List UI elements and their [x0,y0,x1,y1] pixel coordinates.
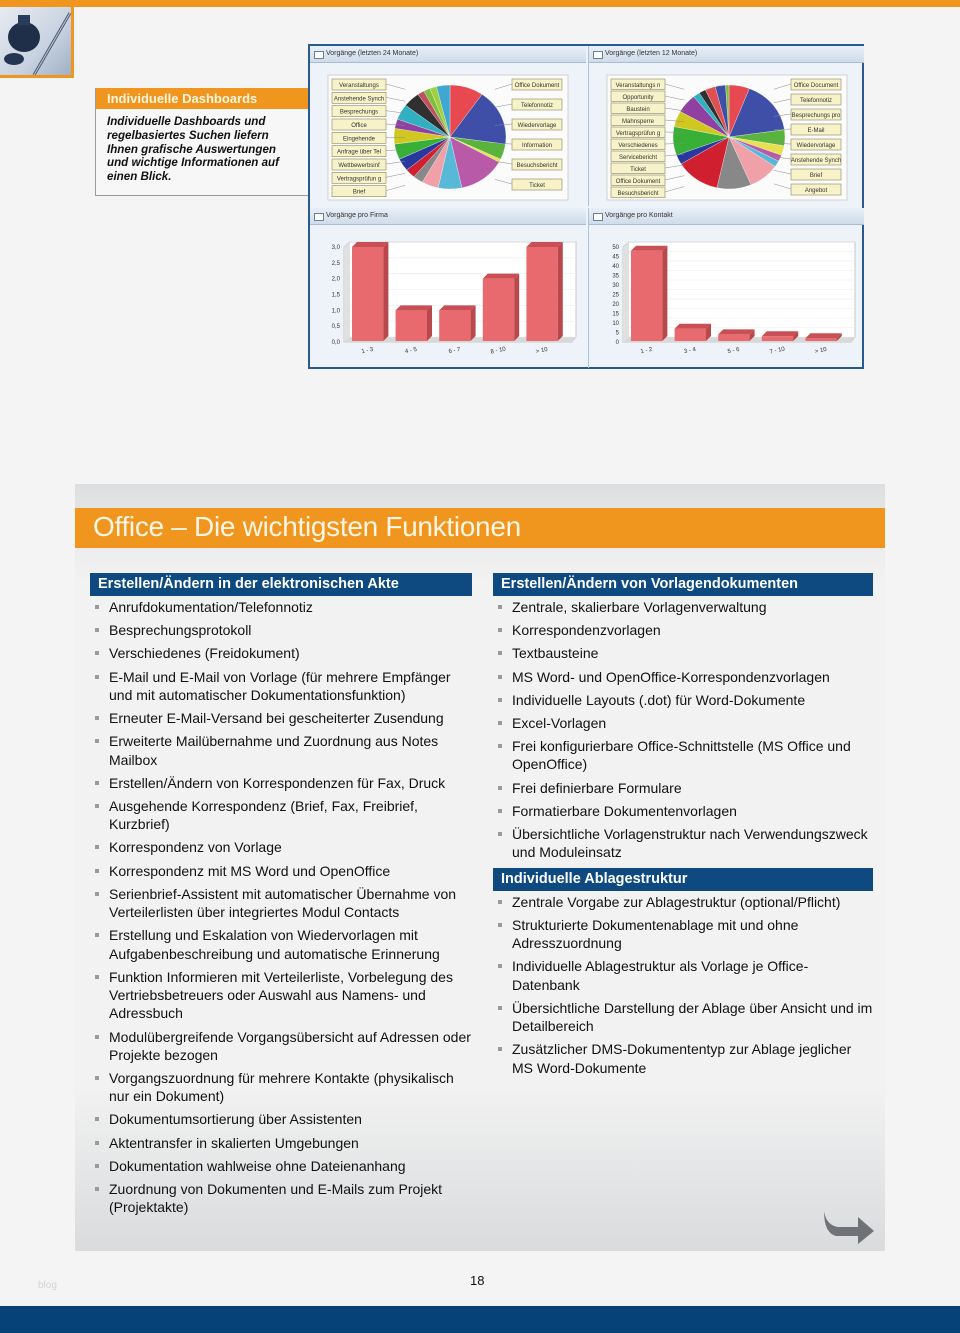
feature-item: Ausgehende Korrespondenz (Brief, Fax, Freibrief, Kurzbrief) [90,797,472,834]
feature-item: Besprechungsprotokoll [90,621,472,639]
y-tick-label: 50 [612,245,619,251]
pie-label: Anstehende Synch [333,96,385,103]
pie-label: Brief [352,189,366,196]
feature-item: Modulübergreifende Vorgangsübersicht auf Adressen oder Projekte bezogen [90,1028,472,1065]
feature-item: Dokumentation wahlweise ohne Dateienanhang [90,1157,472,1175]
pie-label: Vertragsprüfun g [336,176,382,183]
feature-item: Frei definierbare Formulare [493,779,873,797]
pie-label: Wiedervorlage [517,123,557,129]
bar-top [718,329,754,334]
y-tick-label: 1,5 [331,292,340,299]
feature-item: Excel-Vorlagen [493,714,873,732]
pie-label: Office [351,123,367,129]
pie-label: Veranstaltungs n [615,83,661,89]
y-tick-label: 20 [612,302,619,308]
pie-label: Ticket [529,183,545,189]
pie-label: Office Dokument [615,179,661,185]
x-tick-label: 4 - 5 [404,346,418,356]
right-bottom-heading: Individuelle Ablagestruktur [493,868,873,891]
bar-chart-per-company [310,225,586,368]
left-feature-list [90,598,472,1217]
pie-label: Vertragsprüfun g [615,131,661,137]
bar-top [805,333,841,338]
feature-item: Zuordnung von Dokumenten und E-Mails zum Projekt (Projektakte) [90,1180,472,1217]
bar-top [526,242,562,247]
feature-item: Individuelle Ablagestruktur als Vorlage je Office-Datenbank [493,957,873,994]
pie-label: Angebot [804,188,828,194]
feature-item: Korrespondenzvorlagen [493,621,873,639]
feature-item: Verschiedenes (Freidokument) [90,644,472,662]
pie-label: Mahnsperre [621,119,655,125]
feature-item: Erstellung und Eskalation von Wiedervorlagen mit Aufgabenbeschreibung und automatische Erinnerung [90,926,472,963]
panel-title: Vorgänge pro Kontakt [589,208,864,225]
bar-side [558,242,563,341]
bar-top [762,331,798,336]
bar-top [631,246,667,251]
x-tick-label: 3 - 4 [683,346,697,356]
pie-panel-24 [310,46,586,206]
pie-label: Servicebericht [618,155,658,161]
pie-label: Office Document [793,83,839,89]
feature-item: Formatierbare Dokumentenvorlagen [493,802,873,820]
dashboard-callout-text: Individuelle Dashboards und regelbasiertes Suchen liefern Ihnen grafische Auswertungen und wichtige Informationen auf einen Blick. [107,115,279,184]
pie-chart-12-months [589,63,865,206]
pie-label: Baustein [626,107,650,113]
pie-label: Wiedervorlage [796,143,836,149]
bar [483,279,514,341]
bar [352,247,383,341]
pie-label: Besuchsbericht [516,163,558,169]
bar-side [514,274,519,341]
left-heading: Erstellen/Ändern in der elektronischen Akte [90,573,472,596]
pie-label: Ticket [630,167,646,173]
bar-top [483,274,519,279]
y-tick-label: 30 [612,283,619,289]
feature-item: Zusätzlicher DMS-Dokumententyp zur Ablage jeglicher MS Word-Dokumente [493,1040,873,1077]
y-tick-label: 25 [612,292,619,299]
y-tick-label: 15 [612,311,619,318]
pie-label: Information [521,143,553,149]
x-tick-label: 8 - 10 [490,346,507,356]
bottom-bar [0,1306,960,1333]
x-tick-label: > 10 [535,346,549,356]
bar [675,329,706,341]
feature-item: Übersichtliche Darstellung der Ablage über Ansicht und im Detailbereich [493,999,873,1036]
feature-item: Erweiterte Mailübernahme und Zuordnung aus Notes Mailbox [90,732,472,769]
feature-item: MS Word- und OpenOffice-Korrespondenzvorlagen [493,668,873,686]
y-tick-label: 10 [612,321,619,327]
bar [396,310,427,341]
y-tick-label: 45 [612,254,619,261]
pie-label: Anstehende Synch [790,158,842,164]
bar [718,334,749,341]
y-tick-label: 3,0 [331,245,340,251]
x-tick-label: 5 - 6 [727,346,741,356]
feature-item: Erstellen/Ändern von Korrespondenzen für Fax, Druck [90,774,472,792]
feature-item: Dokumentumsortierung über Assistenten [90,1110,472,1128]
bar [631,251,662,341]
section-title: Office – Die wichtigsten Funktionen [75,508,885,548]
feature-item: Serienbrief-Assistent mit automatischer Übernahme von Verteilerlisten über integriertes Modul Contacts [90,885,472,922]
pie-panel-12 [588,46,864,206]
y-tick-label: 0 [615,340,619,346]
dashboard-callout-title: Individuelle Dashboards [96,88,310,109]
plot-wall [623,242,629,342]
right-column [493,573,873,1082]
bar-side [662,246,667,341]
bar-top [439,305,475,310]
feature-item: Funktion Informieren mit Verteilerliste, Vorbelegung des Vertriebsbetreuers oder Auswahl aus Namens- und Adressbuch [90,968,472,1023]
pie-label: Besuchsbericht [617,191,659,197]
feature-item: Aktentransfer in skalierten Umgebungen [90,1134,472,1152]
feature-item: Übersichtliche Vorlagenstruktur nach Verwendungszweck und Moduleinsatz [493,825,873,862]
y-tick-label: 5 [615,330,619,337]
y-tick-label: 2,0 [331,276,340,283]
pie-label: Besprechungs [339,109,379,116]
x-tick-label: 6 - 7 [448,346,462,356]
y-tick-label: 2,5 [331,260,340,267]
feature-item: Individuelle Layouts (.dot) für Word-Dokumente [493,691,873,709]
bar [805,338,836,341]
ink-pen-photo [0,7,74,78]
bar-panel-firma [310,208,586,368]
pie-label: Verschiedenes [618,143,658,149]
template-feature-list [493,598,873,862]
watermark: blog [38,1280,57,1291]
y-tick-label: 1,0 [331,308,340,315]
functions-section [75,484,885,1251]
x-tick-label: 1 - 2 [639,346,653,356]
feature-item: Textbausteine [493,644,873,662]
pie-label: Office Dokument [514,83,560,89]
feature-item: Zentrale, skalierbare Vorlagenverwaltung [493,598,873,616]
pie-label: Veranstaltungs [339,83,379,89]
bar [526,247,557,341]
top-accent-bar [0,0,960,7]
y-tick-label: 35 [612,273,619,280]
bar-top [352,242,388,247]
bar-panel-kontakt [588,208,864,368]
page-number: 18 [470,1273,485,1288]
feature-item: Korrespondenz mit MS Word und OpenOffice [90,862,472,880]
pie-label: Telefonnotiz [799,98,833,104]
pie-label: Telefonnotiz [520,103,554,109]
pie-label: Anfrage über Tel [337,149,381,156]
pie-label: E-Mail [807,128,825,134]
panel-title: Vorgänge (letzten 12 Monate) [589,46,864,63]
bar-side [427,305,432,341]
filing-feature-list [493,893,873,1077]
pie-chart-24-months [310,63,586,206]
bar-side [383,242,388,341]
feature-item: Korrespondenz von Vorlage [90,838,472,856]
pie-label: Wettbewerbsinf [338,163,380,169]
next-page-arrow-icon[interactable] [822,1209,876,1245]
dashboard-callout [95,88,311,196]
bar-top [396,305,432,310]
pie-label: Brief [809,173,823,179]
bar [762,336,793,341]
feature-item: Vorgangszuordnung für mehrere Kontakte (physikalisch nur ein Dokument) [90,1069,472,1106]
pie-label: Eingehende [342,136,376,143]
y-tick-label: 0,5 [331,324,340,331]
feature-item: Anrufdokumentation/Telefonnotiz [90,598,472,616]
feature-item: Frei konfigurierbare Office-Schnittstelle (MS Office und OpenOffice) [493,737,873,774]
feature-item: Erneuter E-Mail-Versand bei gescheiterter Zusendung [90,709,472,727]
bar-side [471,305,476,341]
feature-item: Strukturierte Dokumentenablage mit und ohne Adresszuordnung [493,916,873,953]
panel-title: Vorgänge pro Firma [310,208,586,225]
feature-item: Zentrale Vorgabe zur Ablagestruktur (optional/Pflicht) [493,893,873,911]
x-tick-label: 1 - 3 [360,346,374,356]
bar-top [675,324,711,329]
left-column [90,573,472,1222]
plot-wall [344,242,350,342]
panel-title: Vorgänge (letzten 24 Monate) [310,46,586,63]
y-tick-label: 0,0 [331,340,340,346]
y-tick-label: 40 [612,264,619,270]
bar [439,310,470,341]
pie-label: Opportunity [622,95,654,101]
right-top-heading: Erstellen/Ändern von Vorlagendokumenten [493,573,873,596]
x-tick-label: > 10 [814,346,828,356]
bar-chart-per-contact [589,225,865,368]
x-tick-label: 7 - 10 [769,346,786,356]
pie-label: Besprechungs pro [791,113,841,119]
dashboard-screenshot [308,44,864,369]
feature-item: E-Mail und E-Mail von Vorlage (für mehrere Empfänger und mit automatischer Dokumentationsfunktion) [90,668,472,705]
